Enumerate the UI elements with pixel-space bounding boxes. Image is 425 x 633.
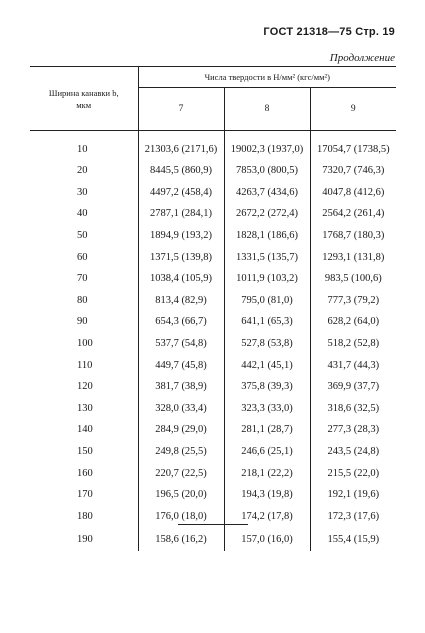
hardness-value-cell: 8445,5 (860,9) bbox=[149, 165, 213, 177]
table-body bbox=[30, 131, 396, 552]
hardness-value-cell: 246,6 (25,1) bbox=[224, 441, 310, 463]
hardness-value-cell: 442,1 (45,1) bbox=[224, 354, 310, 376]
hardness-value-cell: 449,7 (45,8) bbox=[155, 359, 207, 371]
groove-width-cell: 90 bbox=[30, 311, 138, 333]
table-row bbox=[30, 311, 396, 333]
table-row bbox=[30, 376, 396, 398]
hardness-value-cell: 155,4 (15,9) bbox=[327, 533, 380, 545]
hardness-value-cell: 1828,1 (186,6) bbox=[224, 225, 310, 247]
hardness-value-cell: 176,0 (18,0) bbox=[155, 510, 207, 522]
hardness-value-cell: 795,0 (81,0) bbox=[224, 290, 310, 312]
hardness-value-cell: 4263,7 (434,6) bbox=[224, 182, 310, 204]
hardness-value-cell: 172,3 (17,6) bbox=[327, 510, 380, 522]
continuation-label: Продолжение bbox=[329, 52, 395, 64]
groove-width-header-line2: мкм bbox=[76, 99, 92, 110]
table-row bbox=[30, 131, 396, 161]
hardness-value-cell: 654,3 (66,7) bbox=[155, 316, 207, 328]
hardness-value-cell: 431,7 (44,3) bbox=[327, 359, 380, 371]
hardness-table bbox=[30, 66, 396, 551]
hardness-value-cell: 2787,1 (284,1) bbox=[149, 208, 213, 220]
groove-width-cell: 100 bbox=[30, 333, 138, 355]
table-row bbox=[30, 333, 396, 355]
hardness-value-cell: 1331,5 (135,7) bbox=[224, 246, 310, 268]
column-header-9: 9 bbox=[310, 88, 396, 131]
hardness-value-cell: 158,6 (16,2) bbox=[155, 533, 207, 545]
groove-width-header-line1: Ширина канавки b, bbox=[48, 87, 119, 98]
table-row bbox=[30, 246, 396, 268]
hardness-value-cell: 218,1 (22,2) bbox=[224, 462, 310, 484]
groove-width-cell: 60 bbox=[30, 246, 138, 268]
hardness-value-cell: 7853,0 (800,5) bbox=[224, 160, 310, 182]
groove-width-cell: 30 bbox=[30, 182, 138, 204]
hardness-value-cell: 1038,4 (105,9) bbox=[149, 273, 213, 285]
table-row bbox=[30, 225, 396, 247]
groove-width-header bbox=[30, 67, 138, 131]
hardness-value-cell: 518,2 (52,8) bbox=[327, 338, 380, 350]
hardness-value-cell: 21303,6 (2171,6) bbox=[144, 144, 218, 155]
groove-width-cell: 160 bbox=[30, 462, 138, 484]
column-header-8: 8 bbox=[224, 88, 310, 131]
hardness-value-cell: 527,8 (53,8) bbox=[224, 333, 310, 355]
hardness-value-cell: 4047,8 (412,6) bbox=[322, 186, 385, 198]
groove-width-cell: 190 bbox=[30, 527, 138, 551]
hardness-value-cell: 1768,7 (180,3) bbox=[322, 230, 385, 242]
hardness-group-header: Числа твердости в Н/мм² (кгс/мм²) bbox=[138, 67, 396, 88]
hardness-value-cell: 215,5 (22,0) bbox=[327, 467, 380, 479]
table-row bbox=[30, 354, 396, 376]
column-header-7: 7 bbox=[138, 88, 224, 131]
groove-width-cell: 140 bbox=[30, 419, 138, 441]
hardness-value-cell: 17054,7 (1738,5) bbox=[316, 144, 390, 155]
hardness-value-cell: 375,8 (39,3) bbox=[224, 376, 310, 398]
hardness-value-cell: 196,5 (20,0) bbox=[155, 489, 207, 501]
table-row bbox=[30, 160, 396, 182]
hardness-value-cell: 2564,2 (261,4) bbox=[322, 208, 385, 220]
hardness-value-cell: 281,1 (28,7) bbox=[224, 419, 310, 441]
groove-width-cell: 180 bbox=[30, 506, 138, 528]
table-row bbox=[30, 419, 396, 441]
hardness-value-cell: 7320,7 (746,3) bbox=[322, 165, 385, 177]
hardness-value-cell: 323,3 (33,0) bbox=[224, 398, 310, 420]
hardness-value-cell: 192,1 (19,6) bbox=[327, 489, 380, 501]
groove-width-cell: 20 bbox=[30, 160, 138, 182]
table-row bbox=[30, 268, 396, 290]
table-row bbox=[30, 398, 396, 420]
hardness-value-cell: 628,2 (64,0) bbox=[327, 316, 380, 328]
groove-width-cell: 110 bbox=[30, 354, 138, 376]
hardness-value-cell: 4497,2 (458,4) bbox=[149, 186, 213, 198]
hardness-value-cell: 641,1 (65,3) bbox=[224, 311, 310, 333]
hardness-value-cell: 249,8 (25,5) bbox=[155, 446, 207, 458]
groove-width-cell: 80 bbox=[30, 290, 138, 312]
hardness-value-cell: 19002,3 (1937,0) bbox=[224, 131, 310, 161]
groove-width-cell: 50 bbox=[30, 225, 138, 247]
groove-width-cell: 40 bbox=[30, 203, 138, 225]
hardness-value-cell: 369,9 (37,7) bbox=[327, 381, 380, 393]
table-row bbox=[30, 203, 396, 225]
table-row bbox=[30, 484, 396, 506]
footer-rule bbox=[178, 524, 248, 525]
hardness-value-cell: 220,7 (22,5) bbox=[155, 467, 207, 479]
groove-width-cell: 120 bbox=[30, 376, 138, 398]
groove-width-cell: 70 bbox=[30, 268, 138, 290]
hardness-value-cell: 537,7 (54,8) bbox=[155, 338, 207, 350]
hardness-value-cell: 813,4 (82,9) bbox=[155, 294, 207, 306]
hardness-value-cell: 1894,9 (193,2) bbox=[149, 230, 213, 242]
hardness-value-cell: 284,9 (29,0) bbox=[155, 424, 207, 436]
hardness-value-cell: 174,2 (17,8) bbox=[224, 506, 310, 528]
hardness-value-cell: 277,3 (28,3) bbox=[327, 424, 380, 436]
hardness-value-cell: 381,7 (38,9) bbox=[155, 381, 207, 393]
page-header: ГОСТ 21318—75 Стр. 19 bbox=[263, 26, 395, 38]
groove-width-cell: 130 bbox=[30, 398, 138, 420]
hardness-value-cell: 2672,2 (272,4) bbox=[224, 203, 310, 225]
hardness-value-cell: 1011,9 (103,2) bbox=[224, 268, 310, 290]
hardness-value-cell: 1293,1 (131,8) bbox=[322, 251, 385, 263]
table-row bbox=[30, 441, 396, 463]
groove-width-cell: 10 bbox=[30, 131, 138, 161]
groove-width-cell: 170 bbox=[30, 484, 138, 506]
hardness-value-cell: 318,6 (32,5) bbox=[327, 402, 380, 414]
table-row bbox=[30, 462, 396, 484]
table-row bbox=[30, 182, 396, 204]
hardness-value-cell: 157,0 (16,0) bbox=[224, 527, 310, 551]
hardness-value-cell: 983,5 (100,6) bbox=[324, 273, 382, 285]
hardness-value-cell: 1371,5 (139,8) bbox=[149, 251, 213, 263]
hardness-value-cell: 328,0 (33,4) bbox=[155, 402, 207, 414]
groove-width-cell: 150 bbox=[30, 441, 138, 463]
hardness-value-cell: 194,3 (19,8) bbox=[224, 484, 310, 506]
hardness-value-cell: 243,5 (24,8) bbox=[327, 446, 380, 458]
table-row bbox=[30, 527, 396, 551]
hardness-value-cell: 777,3 (79,2) bbox=[327, 294, 380, 306]
table-row bbox=[30, 290, 396, 312]
